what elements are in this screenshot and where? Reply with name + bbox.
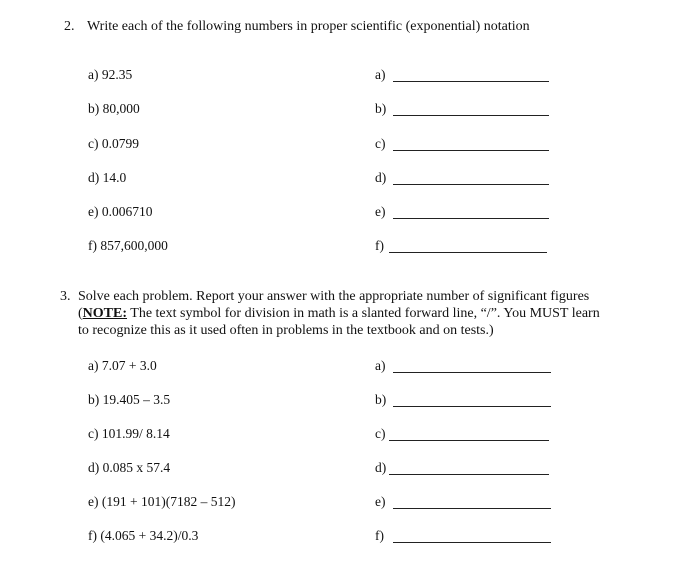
q3-number: 3. (60, 289, 71, 304)
q3-item-e: e) (191 + 101)(7182 – 512) (88, 494, 236, 509)
q3-line2-rest: The text symbol for division in math is a slanted forward line, “/”. You MUST learn (127, 306, 600, 321)
q2-answer-label-f: f) (375, 238, 384, 253)
q3-item-d: d) 0.085 x 57.4 (88, 460, 171, 475)
q2-item-d: d) 14.0 (88, 170, 127, 185)
q2-item-e: e) 0.006710 (88, 204, 153, 219)
q3-answer-label-d: d) (375, 460, 387, 475)
q3-answer-blank-c[interactable] (389, 440, 549, 441)
q3-line3: to recognize this as it used often in problems in the textbook and on tests.) (78, 323, 494, 338)
q2-answer-label-e: e) (375, 204, 386, 219)
q3-line1: Solve each problem. Report your answer with the appropriate number of significant figures (78, 289, 590, 304)
q2-answer-blank-e[interactable] (393, 218, 549, 219)
q2-answer-label-d: d) (375, 170, 387, 185)
q2-number: 2. (64, 19, 75, 34)
q3-answer-blank-a[interactable] (393, 372, 551, 373)
q3-item-f: f) (4.065 + 34.2)/0.3 (88, 528, 199, 543)
q3-answer-label-a: a) (375, 358, 386, 373)
q3-item-b: b) 19.405 – 3.5 (88, 392, 171, 407)
q3-line2-open: ( (78, 306, 83, 321)
q3-answer-label-c: c) (375, 426, 386, 441)
q3-answer-blank-d[interactable] (389, 474, 549, 475)
q2-item-f: f) 857,600,000 (88, 238, 168, 253)
q2-answer-label-c: c) (375, 136, 386, 151)
q2-answer-blank-f[interactable] (389, 252, 547, 253)
q2-item-c: c) 0.0799 (88, 136, 139, 151)
q3-line2 (78, 306, 600, 322)
q3-answer-blank-f[interactable] (393, 542, 551, 543)
q2-prompt: Write each of the following numbers in proper scientific (exponential) notation (87, 19, 530, 34)
q2-item-b: b) 80,000 (88, 101, 140, 116)
q3-answer-label-e: e) (375, 494, 386, 509)
q3-item-a: a) 7.07 + 3.0 (88, 358, 157, 373)
q3-answer-blank-b[interactable] (393, 406, 551, 407)
q3-note-label: NOTE: (82, 306, 128, 321)
q2-answer-blank-d[interactable] (393, 184, 549, 185)
q3-answer-label-b: b) (375, 392, 387, 407)
q2-answer-blank-b[interactable] (393, 115, 549, 116)
q2-item-a: a) 92.35 (88, 67, 133, 82)
q3-answer-blank-e[interactable] (393, 508, 551, 509)
q2-answer-label-b: b) (375, 101, 387, 116)
q2-answer-blank-c[interactable] (393, 150, 549, 151)
q2-answer-label-a: a) (375, 67, 386, 82)
q3-item-c: c) 101.99/ 8.14 (88, 426, 170, 441)
q2-answer-blank-a[interactable] (393, 81, 549, 82)
q3-answer-label-f: f) (375, 528, 384, 543)
